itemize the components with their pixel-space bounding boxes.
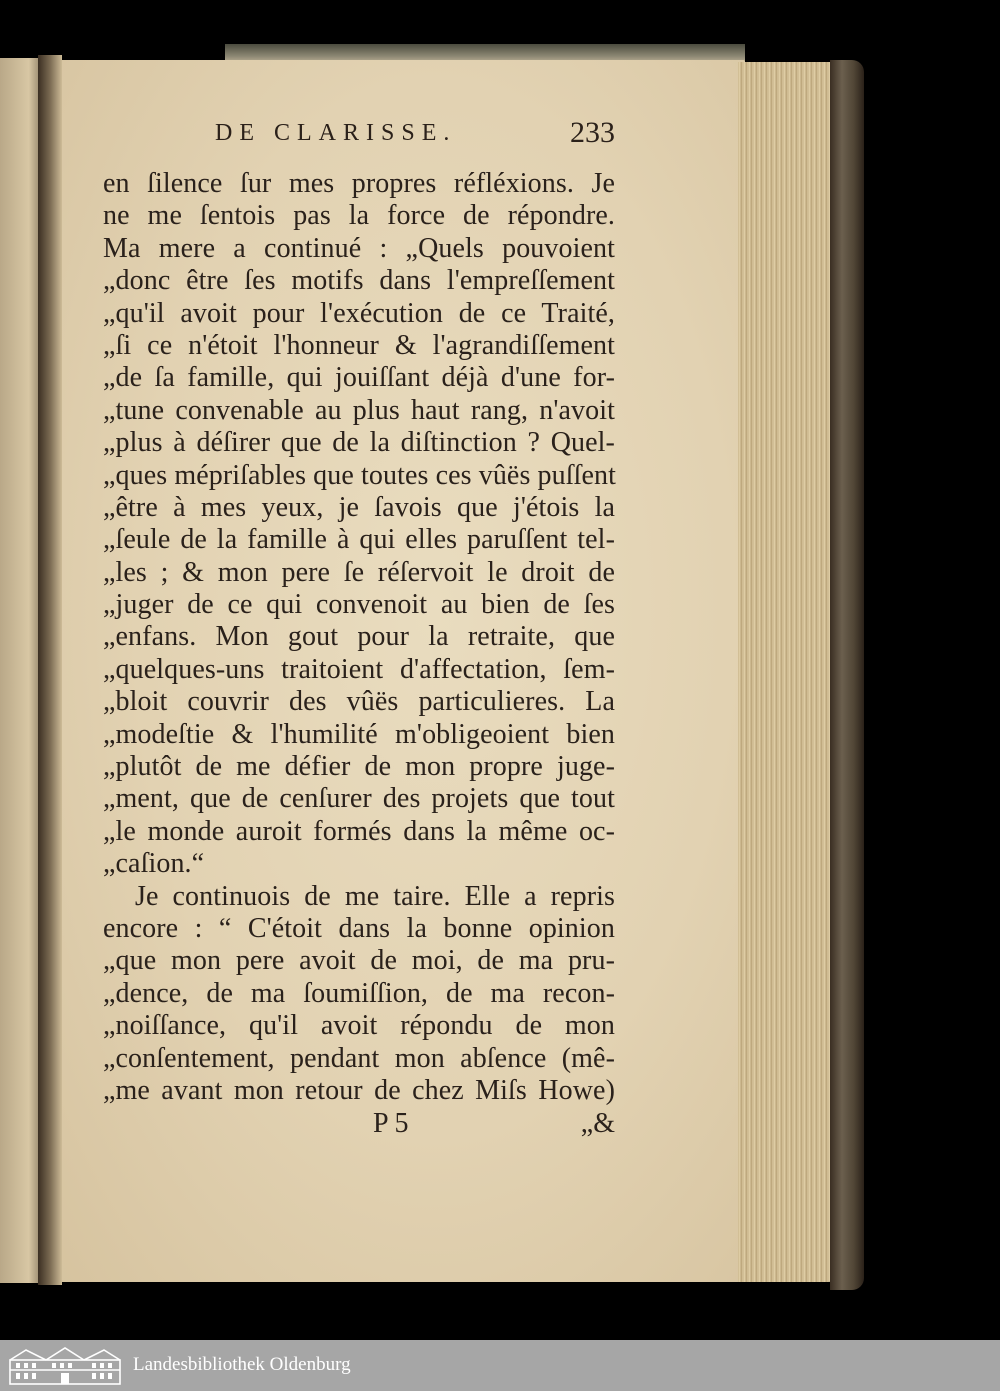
text-line: en ſilence ſur mes propres réfléxions. Je (103, 168, 615, 199)
running-head (215, 108, 615, 148)
page-edges-stack (738, 62, 838, 1282)
book-cover-edge (830, 60, 864, 1290)
text-line: „ment, que de cenſurer des projets que tout (103, 783, 615, 815)
library-building-icon (6, 1346, 124, 1386)
text-line: „tune convenable au plus haut rang, n'avoit (103, 394, 615, 426)
text-line: „noiſſance, qu'il avoit répondu de mon (103, 1010, 615, 1042)
text-line: „donc être ſes motifs dans l'empreſſement (103, 265, 615, 297)
signature-mark: P 5 (373, 1108, 409, 1139)
text-line: „les ; & mon pere ſe réſervoit le droit de (103, 556, 615, 588)
text-line: „plutôt de me défier de mon propre juge- (103, 751, 615, 783)
library-name: Landesbibliothek Oldenburg (133, 1354, 351, 1375)
text-line: „qu'il avoit pour l'exécution de ce Traité, (103, 297, 615, 329)
text-line: „enfans. Mon gout pour la retraite, que (103, 621, 615, 653)
text-line: „plus à déſirer que de la diſtinction ? Quel- (103, 427, 615, 459)
catchword: „& (580, 1108, 615, 1139)
text-line: „me avant mon retour de chez Miſs Howe) (103, 1074, 615, 1106)
text-line: „ſi ce n'étoit l'honneur & l'agrandiſſement (103, 329, 615, 361)
text-line: ne me ſentois pas la force de répondre. (103, 200, 615, 232)
text-line: „ſeule de la famille à qui elles paruſſent tel- (103, 524, 615, 556)
text-line: „modeſtie & l'humilité m'obligeoient bien (103, 718, 615, 750)
text-line: „quelques-uns traitoient d'affectation, ſem- (103, 653, 615, 685)
text-line: „que mon pere avoit de moi, de ma pru- (103, 945, 615, 977)
text-line: encore : “ C'étoit dans la bonne opinion (103, 912, 615, 944)
text-line: Je continuois de me taire. Elle a repris (135, 880, 615, 912)
text-line: „dence, de ma ſoumiſſion, de ma recon- (103, 977, 615, 1009)
page-gutter (38, 55, 62, 1285)
text-line: „être à mes yeux, je ſavois que j'étois la (103, 491, 615, 523)
library-footer-bar (0, 1340, 1000, 1391)
text-line: Ma mere a continué : „Quels pouvoient (103, 232, 615, 264)
text-line: „caſion.“ (103, 848, 205, 880)
body-text (103, 168, 615, 1107)
running-head-title: DE CLARISSE. (215, 120, 457, 146)
text-line: „le monde auroit formés dans la même oc- (103, 815, 615, 847)
page-footer (103, 1108, 615, 1142)
text-line: „bloit couvrir des vûës particulieres. La (103, 686, 615, 718)
text-line: „conſentement, pendant mon abſence (mê- (103, 1042, 615, 1074)
text-line: „juger de ce qui convenoit au bien de ſes (103, 589, 615, 621)
page-number: 233 (570, 116, 615, 149)
text-line: „de ſa famille, qui jouiſſant déjà d'une for- (103, 362, 615, 394)
text-line: „ques mépriſables que toutes ces vûës puſſent (103, 459, 617, 491)
